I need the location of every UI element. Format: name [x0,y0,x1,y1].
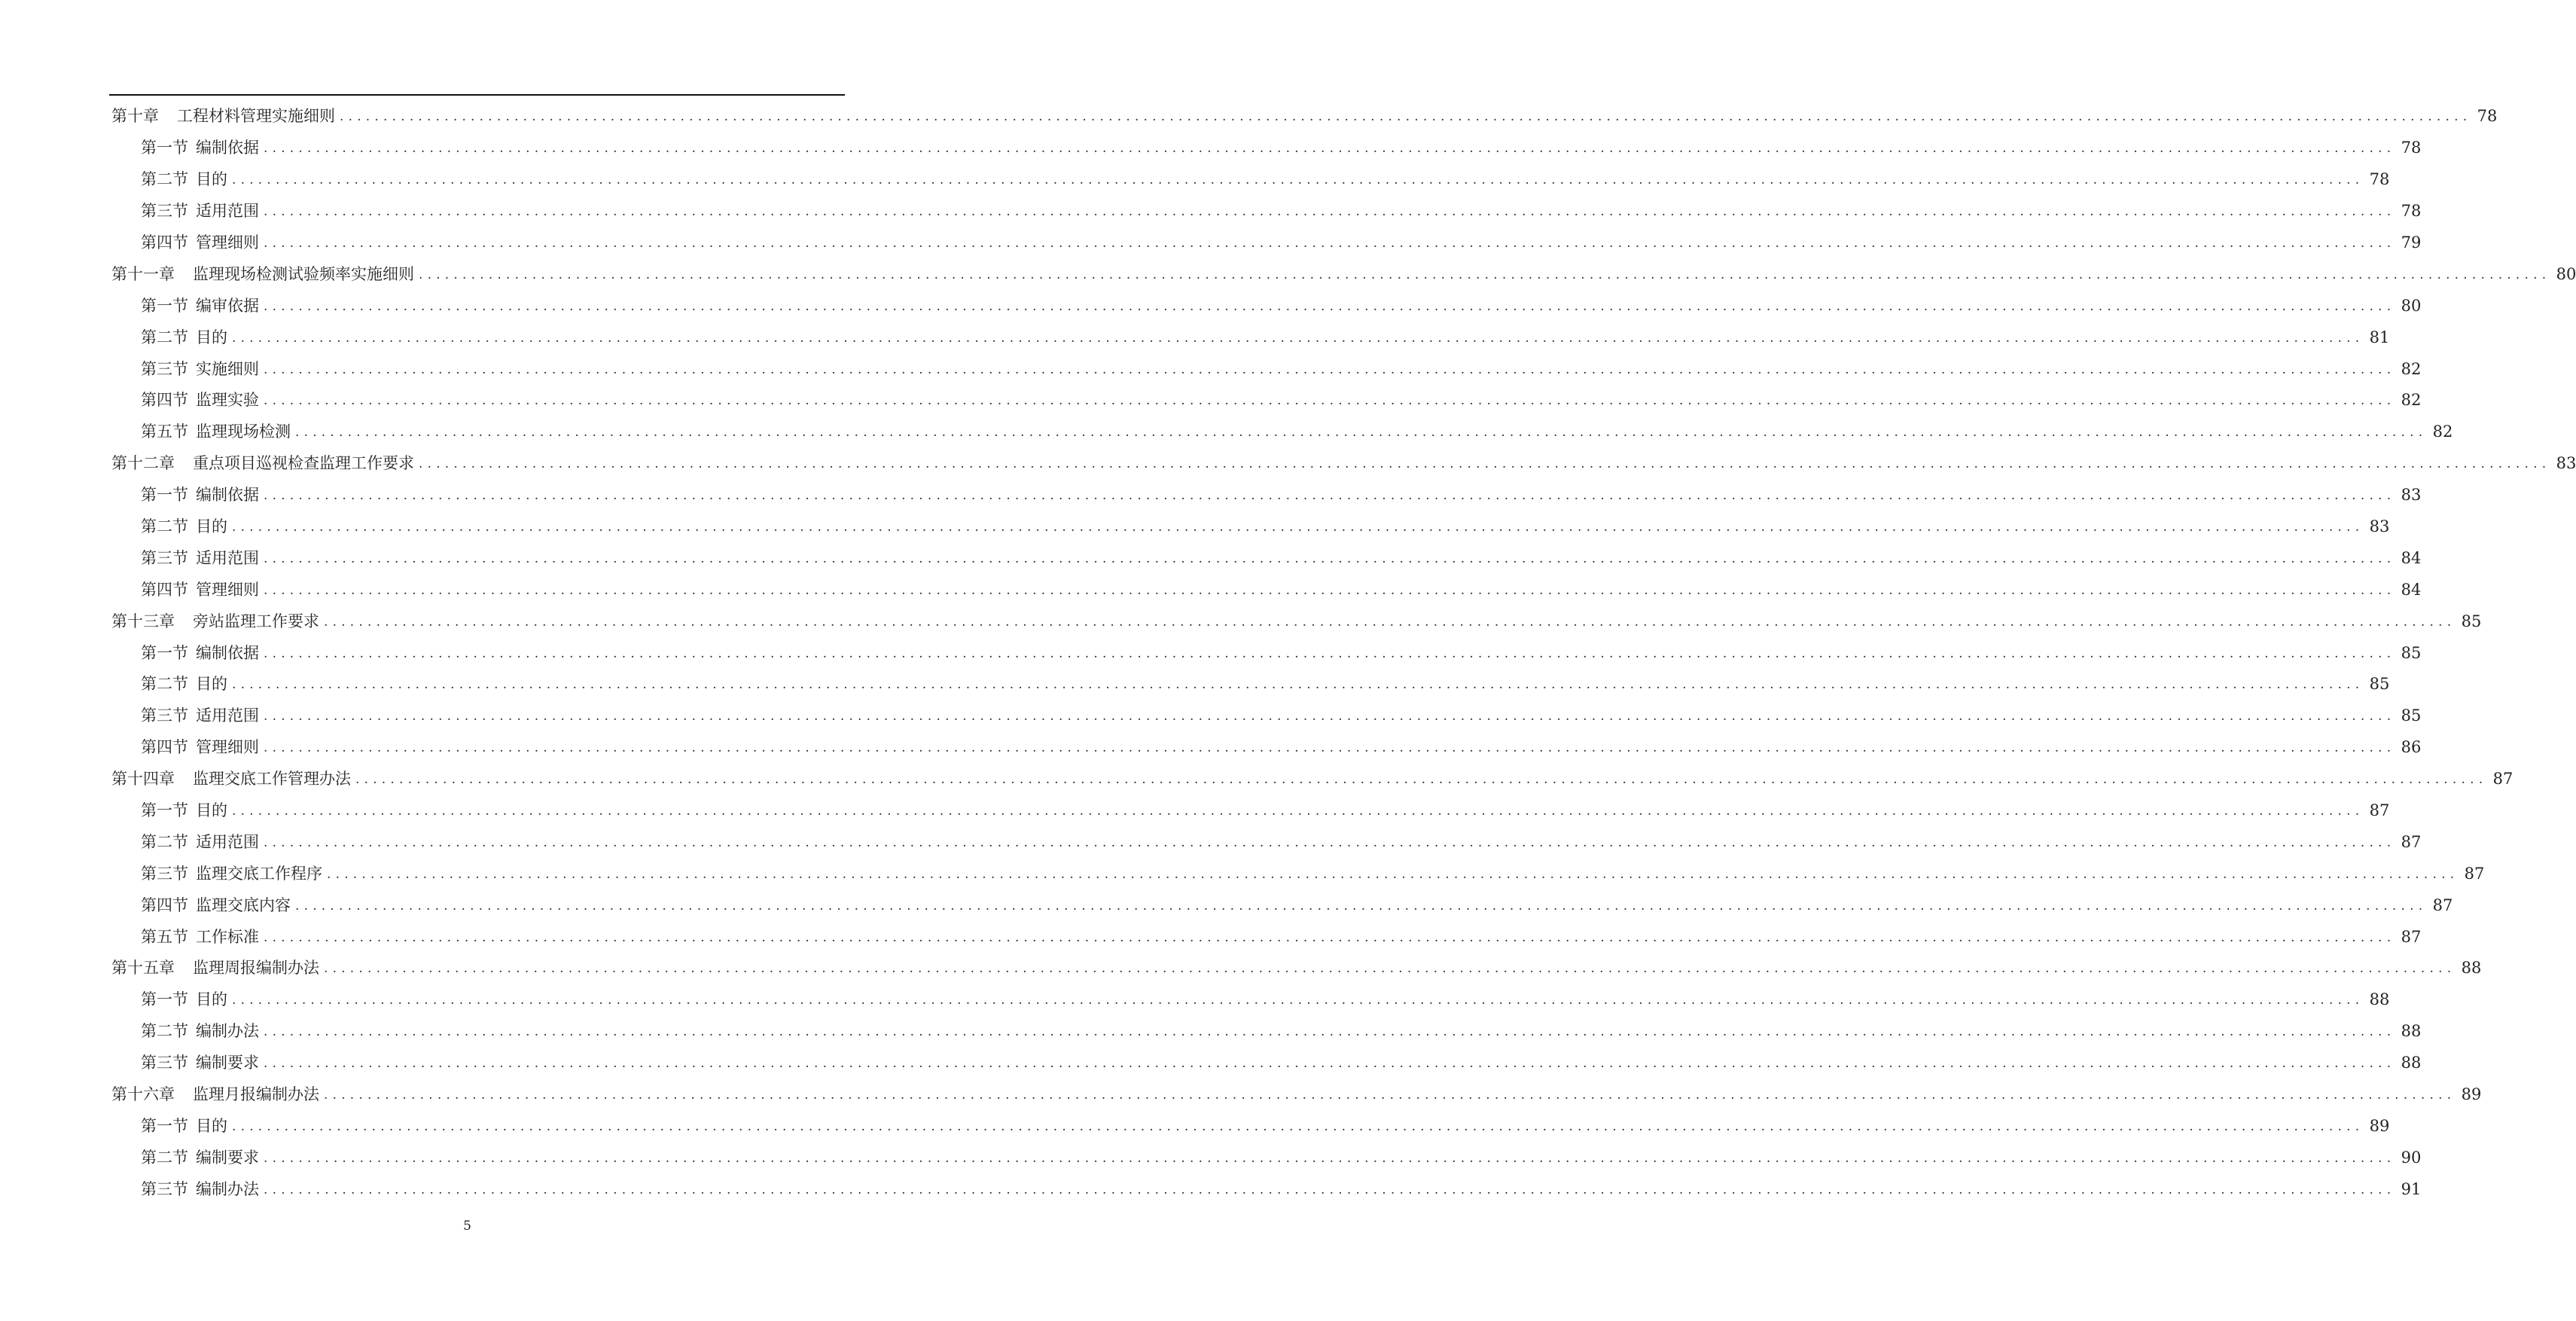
toc-entry-page-number: 85 [2401,706,2422,725]
toc-entry-title: 目的 [196,517,227,536]
toc-entry-page-number: 88 [2369,990,2390,1009]
dot-leader: .................................................................................................................................................................................................................................................... [324,961,2456,977]
toc-entry-page-number: 78 [2401,139,2422,157]
toc-entry-title: 监理交底工作程序 [196,864,322,883]
toc-entry-label [141,203,259,219]
toc-entry-page-number: 83 [2369,517,2390,536]
toc-entry-number: 第二节 [141,328,188,346]
toc-entry-label [111,1087,319,1103]
toc-section-entry[interactable] [111,322,2390,353]
toc-entry-title: 实施细则 [196,359,259,378]
toc-entry-number: 第二节 [141,517,188,536]
toc-entry-page-number: 88 [2401,1022,2422,1041]
toc-entry-number: 第十六章 [111,1085,175,1104]
toc-entry-number: 第十二章 [111,454,175,473]
toc-entry-page-number: 81 [2369,328,2390,346]
toc-entry-title: 编审依据 [196,296,259,315]
dot-leader: .................................................................................................................................................................................................................................................... [264,362,2396,377]
toc-entry-label [141,519,227,535]
toc-entry-page-number: 82 [2432,423,2453,441]
toc-entry-title: 编制要求 [196,1054,259,1072]
toc-entry-label [141,834,259,850]
toc-entry-label [111,264,414,283]
toc-entry-number: 第二节 [141,675,188,694]
toc-entry-label [141,676,227,692]
toc-entry-page-number: 91 [2401,1179,2422,1198]
toc-entry-number: 第十四章 [111,770,175,789]
toc-entry-title: 目的 [196,990,227,1009]
dot-leader: .................................................................................................................................................................................................................................................... [295,425,2428,441]
dot-leader: .................................................................................................................................................................................................................................................... [264,929,2396,945]
toc-entry-label [111,960,319,976]
toc-entry-page-number: 87 [2369,801,2390,820]
toc-entry-title: 监理交底内容 [196,895,291,914]
toc-section-entry[interactable] [111,1048,2422,1079]
toc-entry-title: 编制依据 [196,486,259,505]
toc-entry-title: 适用范围 [196,548,259,567]
toc-entry-number: 第四节 [141,391,188,410]
dot-leader: .................................................................................................................................................................................................................................................... [264,1182,2396,1197]
toc-section-entry[interactable] [111,196,2422,227]
toc-entry-number: 第二节 [141,1148,188,1167]
dot-leader: .................................................................................................................................................................................................................................................... [324,614,2456,630]
toc-entry-page-number: 87 [2401,927,2422,946]
toc-section-entry[interactable] [111,795,2390,827]
toc-entry-number: 第二节 [141,170,188,189]
toc-entry-page-number: 82 [2401,359,2422,378]
toc-section-entry[interactable] [111,1016,2422,1048]
toc-entry-page-number: 80 [2401,296,2422,315]
toc-entry-title: 编制办法 [196,1179,259,1198]
toc-section-entry[interactable] [111,858,2485,889]
toc-entry-label [141,359,259,378]
toc-entry-title: 监理现场检测试验频率实施细则 [193,264,414,283]
toc-entry-label [141,895,291,914]
dot-leader: .................................................................................................................................................................................................................................................... [264,488,2396,504]
toc-entry-number: 第四节 [141,580,188,599]
toc-entry-number: 第一节 [141,296,188,315]
toc-entry-label [111,771,351,787]
toc-entry-number: 第三节 [141,359,188,378]
toc-entry-title: 监理周报编制办法 [193,959,319,978]
toc-entry-label [141,392,259,408]
toc-entry-number: 第十三章 [111,612,175,630]
dot-leader: .................................................................................................................................................................................................................................................... [264,236,2396,251]
dot-leader: .................................................................................................................................................................................................................................................... [327,866,2459,882]
toc-entry-number: 第二节 [141,832,188,851]
toc-entry-page-number: 85 [2401,643,2422,662]
toc-entry-number: 第四节 [141,233,188,252]
toc-entry-page-number: 89 [2461,1085,2482,1104]
toc-entry-label [141,548,259,567]
toc-entry-number: 第一节 [141,139,188,157]
toc-entry-title: 监理实验 [196,391,259,410]
toc-entry-number: 第三节 [141,202,188,221]
toc-entry-title: 监理月报编制办法 [193,1085,319,1104]
toc-entry-title: 监理现场检测 [196,423,291,441]
toc-section-entry[interactable] [111,732,2422,764]
toc-entry-page-number: 86 [2401,738,2422,757]
toc-entry-title: 目的 [196,801,227,820]
dot-leader: .................................................................................................................................................................................................................................................... [232,804,2364,819]
dot-leader: .................................................................................................................................................................................................................................................... [264,141,2396,157]
toc-entry-label [111,456,414,471]
toc-chapter-entry[interactable] [111,764,2514,795]
header-rule [109,94,845,96]
dot-leader: .................................................................................................................................................................................................................................................... [355,772,2488,788]
toc-section-entry[interactable] [111,889,2453,921]
toc-section-entry[interactable] [111,133,2422,164]
toc-entry-page-number: 90 [2401,1148,2422,1167]
toc-entry-label [141,929,259,945]
toc-entry-number: 第五节 [141,423,188,441]
toc-entry-number: 第四节 [141,738,188,757]
toc-entry-page-number: 89 [2369,1116,2390,1135]
toc-section-entry[interactable] [111,984,2390,1016]
toc-entry-number: 第三节 [141,1054,188,1072]
toc-entry-title: 适用范围 [196,202,259,221]
toc-entry-label [141,740,259,755]
toc-entry-title: 目的 [196,328,227,346]
toc-entry-page-number: 84 [2401,580,2422,599]
dot-leader: .................................................................................................................................................................................................................................................... [264,740,2396,756]
toc-entry-label [141,992,227,1008]
dot-leader: .................................................................................................................................................................................................................................................... [232,520,2364,535]
toc-entry-title: 适用范围 [196,832,259,851]
toc-section-entry[interactable] [111,921,2422,953]
toc-entry-page-number: 87 [2432,895,2453,914]
toc-section-entry[interactable] [111,1173,2422,1205]
toc-entry-title: 目的 [196,675,227,694]
toc-entry-title: 工程材料管理实施细则 [177,107,335,126]
toc-chapter-entry[interactable] [111,1079,2482,1111]
toc-entry-number: 第十五章 [111,959,175,978]
toc-entry-title: 旁站监理工作要求 [193,612,319,630]
dot-leader: .................................................................................................................................................................................................................................................... [264,1056,2396,1072]
dot-leader: .................................................................................................................................................................................................................................................... [340,109,2472,125]
toc-entry-label [141,424,291,440]
toc-entry-page-number: 78 [2401,202,2422,221]
toc-entry-label [111,108,335,124]
toc-section-entry[interactable] [111,542,2422,574]
toc-entry-title: 编制办法 [196,1022,259,1041]
toc-section-entry[interactable] [111,416,2453,448]
toc-entry-label [141,1024,259,1039]
toc-section-entry[interactable] [111,1142,2422,1173]
toc-entry-title: 编制依据 [196,139,259,157]
dot-leader: .................................................................................................................................................................................................................................................... [295,898,2428,914]
toc-entry-title: 工作标准 [196,927,259,946]
toc-entry-label [141,1179,259,1198]
toc-entry-page-number: 87 [2401,832,2422,851]
page-number: 5 [463,1219,471,1234]
toc-entry-number: 第一节 [141,990,188,1009]
toc-entry-label [141,645,259,661]
toc-entry-page-number: 85 [2461,612,2482,630]
toc-entry-page-number: 78 [2369,170,2390,189]
toc-section-entry[interactable] [111,574,2422,606]
toc-entry-number: 第三节 [141,1179,188,1198]
toc-section-entry[interactable] [111,1111,2390,1143]
toc-entry-title: 管理细则 [196,738,259,757]
toc-entry-number: 第一节 [141,801,188,820]
toc-entry-label [141,1118,227,1134]
toc-entry-number: 第三节 [141,548,188,567]
dot-leader: .................................................................................................................................................................................................................................................... [232,993,2364,1008]
toc-entry-page-number: 85 [2369,675,2390,694]
toc-entry-page-number: 84 [2401,548,2422,567]
toc-entry-title: 目的 [196,170,227,189]
toc-entry-label [141,582,259,598]
toc-entry-label [141,330,227,346]
toc-entry-label [141,298,259,314]
toc-entry-title: 目的 [196,1116,227,1135]
dot-leader: .................................................................................................................................................................................................................................................... [264,645,2396,661]
toc-entry-number: 第二节 [141,1022,188,1041]
toc-section-entry[interactable] [111,700,2422,732]
toc-section-entry[interactable] [111,637,2422,669]
toc-section-entry[interactable] [111,290,2422,322]
dot-leader: .................................................................................................................................................................................................................................................... [264,298,2396,314]
toc-entry-number: 第三节 [141,864,188,883]
toc-entry-title: 编制依据 [196,643,259,662]
dot-leader: .................................................................................................................................................................................................................................................... [232,677,2364,693]
toc-entry-number: 第四节 [141,895,188,914]
toc-entry-title: 编制要求 [196,1148,259,1167]
toc-chapter-entry[interactable] [111,448,2576,480]
table-of-contents [111,101,2576,1205]
toc-entry-title: 管理细则 [196,233,259,252]
toc-chapter-entry[interactable] [111,101,2498,133]
toc-entry-page-number: 87 [2464,864,2485,883]
toc-entry-number: 第三节 [141,706,188,725]
toc-entry-label [141,708,259,724]
toc-section-entry[interactable] [111,164,2390,196]
toc-entry-label [141,235,259,251]
toc-entry-label [141,1055,259,1071]
toc-entry-page-number: 88 [2401,1054,2422,1072]
toc-entry-page-number: 79 [2401,233,2422,252]
toc-entry-title: 监理交底工作管理办法 [193,770,351,789]
dot-leader: .................................................................................................................................................................................................................................................... [232,1118,2364,1134]
dot-leader: .................................................................................................................................................................................................................................................... [264,1024,2396,1040]
toc-entry-page-number: 87 [2492,770,2514,789]
toc-section-entry[interactable] [111,353,2422,385]
toc-entry-label [141,172,227,188]
toc-entry-number: 第五节 [141,927,188,946]
toc-entry-page-number: 80 [2556,264,2576,283]
dot-leader: .................................................................................................................................................................................................................................................... [419,267,2551,282]
dot-leader: .................................................................................................................................................................................................................................................... [264,204,2396,220]
toc-entry-title: 管理细则 [196,580,259,599]
toc-section-entry[interactable] [111,385,2422,416]
toc-entry-page-number: 83 [2556,454,2576,473]
toc-section-entry[interactable] [111,511,2390,543]
toc-chapter-entry[interactable] [111,953,2482,984]
toc-entry-title: 适用范围 [196,706,259,725]
dot-leader: .................................................................................................................................................................................................................................................... [232,172,2364,188]
toc-section-entry[interactable] [111,480,2422,511]
toc-section-entry[interactable] [111,826,2422,858]
toc-entry-page-number: 88 [2461,959,2482,978]
toc-entry-label [141,140,259,156]
dot-leader: .................................................................................................................................................................................................................................................... [264,834,2396,850]
dot-leader: .................................................................................................................................................................................................................................................... [419,456,2551,472]
toc-entry-page-number: 83 [2401,486,2422,505]
dot-leader: .................................................................................................................................................................................................................................................... [232,330,2364,346]
toc-entry-label [141,803,227,819]
dot-leader: .................................................................................................................................................................................................................................................... [324,1088,2456,1103]
toc-entry-title: 重点项目巡视检查监理工作要求 [193,454,414,473]
toc-chapter-entry[interactable] [111,258,2576,290]
dot-leader: .................................................................................................................................................................................................................................................... [264,551,2396,566]
toc-entry-label [111,614,319,630]
toc-entry-label [141,487,259,503]
toc-entry-label [141,866,322,882]
toc-entry-number: 第一节 [141,486,188,505]
toc-entry-number: 第十章 [111,107,159,126]
toc-entry-label [141,1150,259,1166]
toc-entry-number: 第一节 [141,1116,188,1135]
toc-section-entry[interactable] [111,669,2390,700]
toc-section-entry[interactable] [111,227,2422,259]
dot-leader: .................................................................................................................................................................................................................................................... [264,1150,2396,1166]
dot-leader: .................................................................................................................................................................................................................................................... [264,393,2396,409]
toc-chapter-entry[interactable] [111,606,2482,637]
toc-entry-page-number: 82 [2401,391,2422,410]
toc-entry-page-number: 78 [2477,107,2498,126]
toc-entry-number: 第一节 [141,643,188,662]
dot-leader: .................................................................................................................................................................................................................................................... [264,582,2396,598]
dot-leader: .................................................................................................................................................................................................................................................... [264,709,2396,725]
toc-entry-number: 第十一章 [111,264,175,283]
